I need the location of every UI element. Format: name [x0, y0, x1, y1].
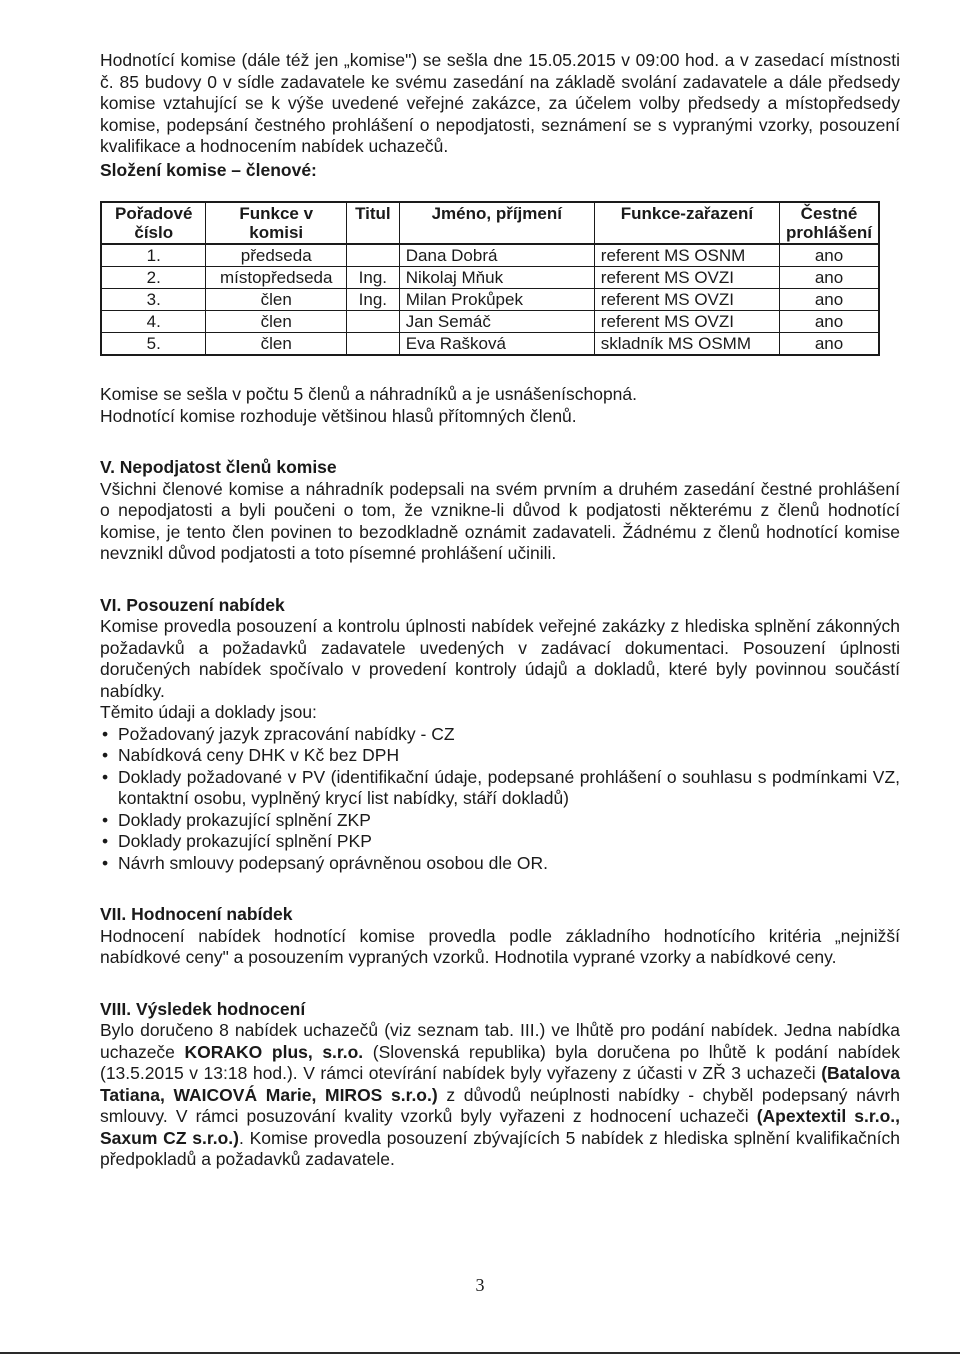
table-row [101, 311, 879, 333]
cell-position: referent MS OVZI [594, 311, 779, 333]
cell-order: 5. [101, 333, 206, 356]
cell-name: Nikolaj Mňuk [399, 267, 594, 289]
result-text-3: z důvodů neúplnosti nabídky - chyběl podepsaný návrh smlouvy. V rámci posuzování kvality vzorků byly vyřazeni z hodnocení uchazeči [100, 1084, 900, 1126]
requirements-list [100, 724, 900, 875]
intro-paragraph: Hodnotící komise (dále též jen „komise") se sešla dne 15.05.2015 v 09:00 hod. a v zasedací místnosti č. 85 budovy 0 v sídle zadavatele ke svému zasedání na základě svolání zadavatele a dále předsedy komise vztahující se k výše uvedené veřejné zakázce, za účelem volby předsedy a místopředsedy komise, podepsání čestného prohlášení o nepodjatosti, seznámení se s vypranými vzorky, posouzení kvalifikace a hodnocením nabídek uchazečů. [100, 50, 900, 156]
section-paragraph: Všichni členové komise a náhradník podepsali na svém prvním a druhém zasedání čestné prohlášení o nepodjatosti a byli poučeni o tom, že vznikne-li důvod k podjatosti některému z členů hodnotící komise, je tento člen povinen to bezodkladně oznámit zadavateli. Žádnému z členů hodnotící komise nevznikl důvod podjatosti a toto písemné prohlášení učinili. [100, 478, 900, 563]
cell-order: 1. [101, 244, 206, 267]
result-text-4: . Komise provedla posouzení zbývajících 5 nabídek z hlediska splnění kvalifikačních předpokladů a požadavků zadavatele. [100, 1127, 901, 1169]
bottom-border [0, 1352, 960, 1354]
late-bidder: KORAKO plus, s.r.o. [184, 1041, 364, 1062]
section-independence [100, 457, 900, 565]
cell-function: místopředseda [206, 267, 346, 289]
cell-position: skladník MS OSMM [594, 333, 779, 356]
list-item-text: Nabídková ceny DHK v Kč bez DPH [118, 745, 400, 765]
cell-function: člen [206, 311, 346, 333]
quorum-text: Komise se sešla v počtu 5 členů a náhradníků a je usnášeníschopná. [100, 384, 638, 404]
section-heading: VI. Posouzení nabídek [100, 594, 285, 615]
section-evaluation [100, 904, 900, 969]
cell-position: referent MS OVZI [594, 267, 779, 289]
document-page [100, 50, 900, 1171]
header-declaration: Čestné prohlášení [780, 202, 879, 244]
header-title: Titul [346, 202, 399, 244]
cell-title: Ing. [346, 267, 399, 289]
cell-order: 3. [101, 289, 206, 311]
cell-declaration: ano [780, 333, 879, 356]
list-item [100, 767, 900, 810]
header-name: Jméno, příjmení [399, 202, 594, 244]
table-row [101, 267, 879, 289]
result-text-2: (Slovenská republika) byla doručena po lhůtě k podání nabídek (13.5.2015 v 13:18 hod.). V rámci otevírání nabídek byly vyřazeny z účasti v ZŘ 3 uchazeči [100, 1041, 900, 1083]
page-number: 3 [475, 1275, 485, 1295]
cell-function: člen [206, 289, 346, 311]
section-heading: VII. Hodnocení nabídek [100, 904, 293, 924]
section-paragraph: Komise provedla posouzení a kontrolu úplnosti nabídek veřejné zakázky z hlediska splnění zákonných požadavků a požadavků zadavatele uvedených v zadávací dokumentaci. Posouzení úplnosti doručených nabídek spočívalo v provedení kontroly údajů a dokladů, které byly povinnou součástí nabídky. [100, 616, 900, 701]
section-paragraph: Hodnocení nabídek hodnotící komise provedla podle základního hodnotícího kritéria „nejnižší nabídkové ceny" a posouzením vypraných vzorků. Hodnotila vyprané vzorky a nabídkové ceny. [100, 925, 900, 967]
table-header-row [101, 202, 879, 244]
cell-name: Milan Prokůpek [399, 289, 594, 311]
section-bid-review [100, 595, 900, 875]
header-function: Funkce v komisi [206, 202, 346, 244]
cell-position: referent MS OSNM [594, 244, 779, 267]
bullet-icon: • [102, 766, 109, 787]
list-item-text: Doklady prokazující splnění ZKP [118, 809, 371, 830]
cell-title [346, 333, 399, 356]
cell-declaration: ano [780, 267, 879, 289]
list-item [100, 810, 900, 832]
table-row [101, 244, 879, 267]
cell-order: 4. [101, 311, 206, 333]
list-intro: Těmito údaji a doklady jsou: [100, 702, 317, 722]
cell-function: předseda [206, 244, 346, 267]
bullet-icon: • [102, 852, 109, 873]
section-paragraph [100, 1020, 900, 1171]
excluded-bidders: (Batalova Tatiana, WAICOVÁ Marie, MIROS s.r.o.) [100, 1063, 900, 1105]
cell-name: Eva Rašková [399, 333, 594, 356]
header-order: Pořadové číslo [101, 202, 206, 244]
cell-name: Dana Dobrá [399, 244, 594, 267]
bullet-icon: • [102, 745, 109, 765]
list-item-text: Doklady požadované v PV (identifikační údaje, podepsané prohlášení o souhlasu s podmínkami VZ, kontaktní osobu, vyplněný krycí list nabídky, stáří dokladů) [118, 766, 900, 808]
bullet-icon: • [102, 723, 109, 744]
result-text-1: Bylo doručeno 8 nabídek uchazečů (viz seznam tab. III.) ve lhůtě pro podání nabídek. Jedna nabídka uchazeče [100, 1020, 900, 1062]
section-heading: VIII. Výsledek hodnocení [100, 998, 306, 1019]
cell-name: Jan Semáč [399, 311, 594, 333]
composition-heading: Složení komise – členové: [100, 159, 317, 180]
cell-title: Ing. [346, 289, 399, 311]
list-item [100, 745, 900, 767]
cell-function: člen [206, 333, 346, 356]
table-row [101, 333, 879, 356]
cell-title [346, 244, 399, 267]
cell-declaration: ano [780, 311, 879, 333]
list-item [100, 853, 900, 875]
list-item-text: Doklady prokazující splnění PKP [118, 831, 372, 851]
voting-text: Hodnotící komise rozhoduje většinou hlasů přítomných členů. [100, 405, 577, 426]
bullet-icon: • [102, 831, 109, 851]
committee-table [100, 201, 880, 356]
section-heading: V. Nepodjatost členů komise [100, 457, 337, 477]
cell-title [346, 311, 399, 333]
section-result [100, 999, 900, 1171]
cell-declaration: ano [780, 244, 879, 267]
cell-position: referent MS OVZI [594, 289, 779, 311]
cell-order: 2. [101, 267, 206, 289]
rejected-bidders: (Apextextil s.r.o., Saxum CZ s.r.o.) [100, 1106, 900, 1148]
list-item [100, 724, 900, 746]
list-item-text: Požadovaný jazyk zpracování nabídky - CZ [118, 723, 455, 744]
cell-declaration: ano [780, 289, 879, 311]
header-position: Funkce-zařazení [594, 202, 779, 244]
list-item [100, 831, 900, 853]
list-item-text: Návrh smlouvy podepsaný oprávněnou osobou dle OR. [118, 852, 548, 873]
table-row [101, 289, 879, 311]
bullet-icon: • [102, 809, 109, 830]
